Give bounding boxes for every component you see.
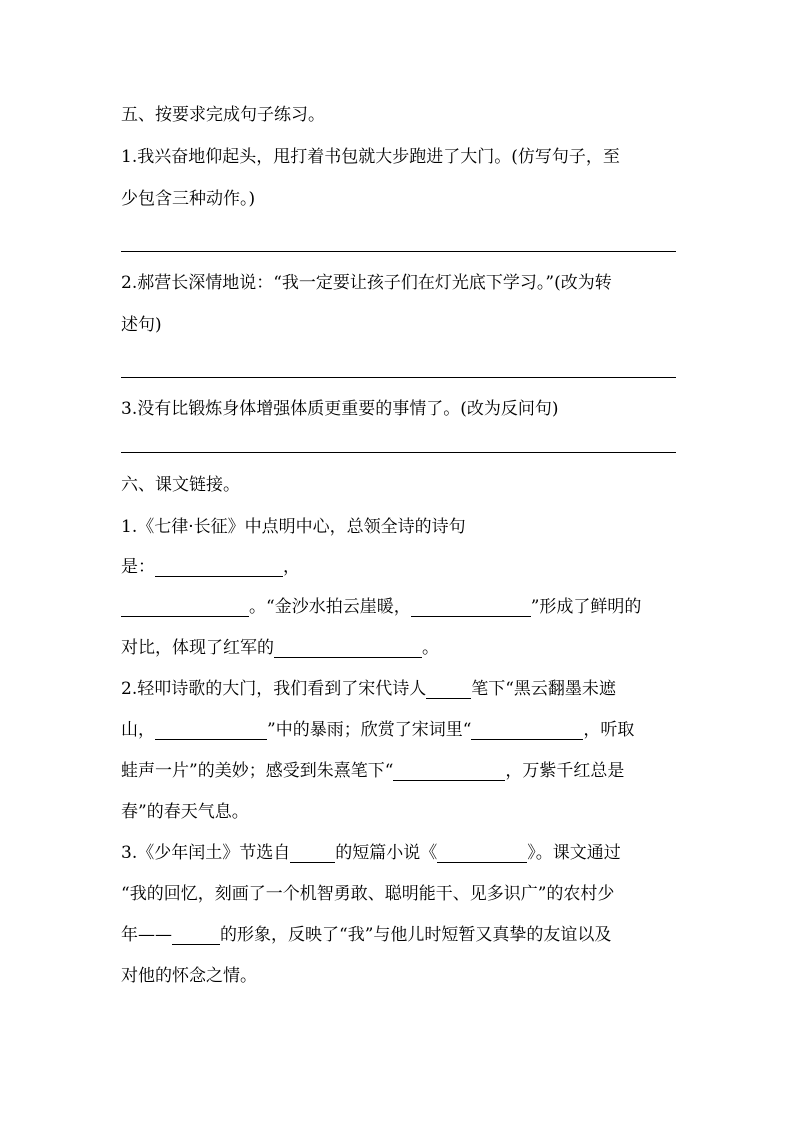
s6-q1-line2 (121, 551, 676, 584)
s6-q3-line3-text-b: 的形象，反映了“我”与他儿时短暂又真挚的友谊以及 (220, 925, 612, 945)
s6-q3-line4: 对他的怀念之情。 (121, 966, 257, 986)
s6-q3-line2: “我的回忆，刻画了一个机智勇敢、聪明能干、见多识广”的农村少 (121, 884, 615, 904)
s6-q1-line2-text-a: 是： (121, 557, 155, 577)
s5-q1-answer-line[interactable] (121, 251, 676, 252)
s5-q2-answer-line[interactable] (121, 377, 676, 378)
s6-q3-blank-2[interactable] (437, 842, 527, 863)
s6-q2-line3-text-b: ，万紫千红总是 (505, 761, 625, 781)
s6-q1-blank-4[interactable] (274, 637, 422, 658)
s6-q2-line2-text-c: ，听取 (583, 720, 635, 740)
s6-q3-line1 (121, 837, 676, 870)
s6-q3-line1-text-a: 3.《少年闰土》节选自 (121, 843, 291, 863)
s5-q2-line2: 述句) (121, 315, 162, 335)
s5-q3-answer-line[interactable] (121, 452, 676, 453)
s6-q3-line3 (121, 919, 676, 952)
s6-q2-line3-text-a: 蛙声一片”的美妙；感受到朱熹笔下“ (121, 761, 394, 781)
s6-q1-line3-text-a: 。“金沙水拍云崖暖， (249, 597, 411, 617)
s6-q2-line2-text-b: ”中的暴雨；欣赏了宋词里“ (267, 720, 472, 740)
s6-q1-line4-text-a: 对比，体现了红军的 (121, 638, 274, 658)
s6-q1-blank-2[interactable] (121, 596, 249, 617)
s6-q2-line4: 春”的春天气息。 (121, 802, 249, 822)
s6-q1-line3 (121, 591, 676, 624)
s6-q1-line4 (121, 632, 676, 665)
section5-heading: 五、按要求完成句子练习。 (121, 105, 325, 125)
worksheet-page (121, 99, 676, 993)
s6-q2-line1 (121, 673, 676, 706)
s6-q2-line3 (121, 755, 676, 788)
s6-q3-line1-text-c: 》。课文通过 (527, 843, 621, 863)
s6-q2-blank-3[interactable] (471, 719, 583, 740)
s6-q2-line2-text-a: 山， (121, 720, 155, 740)
s6-q1-blank-3[interactable] (411, 596, 531, 617)
s5-q1-line2: 少包含三种动作。) (121, 189, 256, 209)
s6-q2-blank-1[interactable] (426, 678, 471, 699)
s6-q1-line4-text-b: 。 (422, 638, 439, 658)
section6-heading: 六、课文链接。 (121, 475, 240, 495)
s6-q1-line3-text-b: ”形成了鲜明的 (530, 597, 642, 617)
s6-q3-blank-3[interactable] (172, 924, 220, 945)
s6-q1-line2-text-b: ， (283, 557, 300, 577)
s6-q3-line1-text-b: 的短篇小说《 (335, 843, 438, 863)
s6-q3-blank-1[interactable] (290, 842, 335, 863)
s6-q1-line1: 1.《七律·长征》中点明中心，总领全诗的诗句 (121, 517, 466, 537)
s5-q1-line1: 1.我兴奋地仰起头，甩打着书包就大步跑进了大门。(仿写句子，至 (121, 147, 620, 167)
s6-q2-line2 (121, 714, 676, 747)
s6-q2-blank-2[interactable] (155, 719, 267, 740)
s6-q1-blank-1[interactable] (155, 556, 283, 577)
s5-q3-line1: 3.没有比锻炼身体增强体质更重要的事情了。(改为反问句) (121, 399, 559, 419)
s6-q3-line3-text-a: 年—— (121, 925, 172, 945)
s6-q2-blank-4[interactable] (393, 760, 505, 781)
s6-q2-line1-text-b: 笔下“黑云翻墨未遮 (471, 679, 616, 699)
s6-q2-line1-text-a: 2.轻叩诗歌的大门，我们看到了宋代诗人 (121, 679, 427, 699)
s5-q2-line1: 2.郝营长深情地说：“我一定要让孩子们在灯光底下学习。”(改为转 (121, 273, 612, 293)
